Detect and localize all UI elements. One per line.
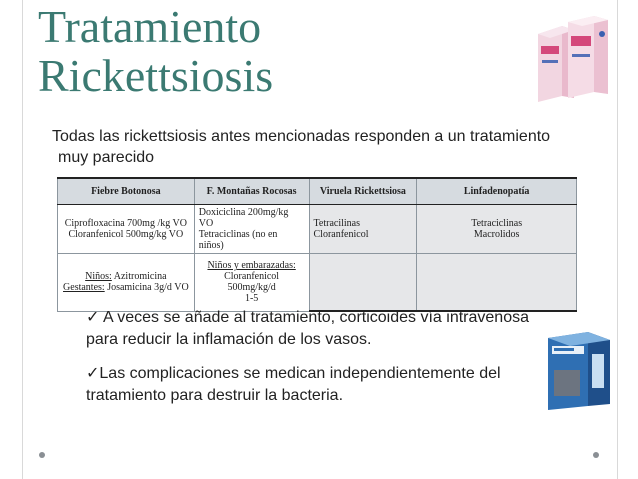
table-cell <box>194 205 309 254</box>
treatment-table <box>57 177 577 312</box>
cell-line: Tetraciclinas <box>471 218 523 229</box>
table-cell: Tetracilinas Cloranfenicol <box>309 205 417 254</box>
table-cell <box>309 254 417 312</box>
bullet-item: ✓Las complicaciones se medican independientemente del tratamiento para destruir la bacteria. <box>86 365 501 404</box>
header-linfadenopatia: Linfadenopatía <box>417 178 577 205</box>
header-viruela-rickettsiosa: Viruela Rickettsiosa <box>309 178 417 205</box>
cell-line: Cloranfenicol 500mg/kg/d <box>224 271 280 294</box>
table-cell <box>58 205 195 254</box>
intro-line-1: Todas las rickettsiosis antes mencionadas responden a un tratamiento <box>52 128 551 145</box>
cell-line: Cloranfenicol 500mg/kg VO <box>68 229 184 240</box>
table-row <box>58 254 577 312</box>
nav-dot-right <box>593 452 599 458</box>
table-cell <box>417 254 577 312</box>
table-cell <box>417 205 577 254</box>
cell-line: Macrolidos <box>473 229 520 240</box>
title-line-2: Rickettsiosis <box>38 50 274 101</box>
title-line-1: Tratamiento <box>38 1 262 52</box>
slide-title <box>38 2 273 100</box>
medicine-box-pink-image <box>528 14 612 106</box>
header-montanas-rocosas: F. Montañas Rocosas <box>194 178 309 205</box>
cell-label: Niños: <box>85 271 112 283</box>
cell-label: Niños y embarazadas: <box>207 260 296 272</box>
cell-line: Doxiciclina 200mg/kg VO <box>198 207 289 229</box>
table-cell <box>58 254 195 312</box>
intro-text <box>52 126 612 168</box>
bullet-list <box>86 307 536 419</box>
medicine-box-blue-image <box>544 330 614 412</box>
cell-line: Tetraciclinas (no en niños) <box>198 229 278 251</box>
cell-label: Gestantes: <box>63 282 105 294</box>
table-header-row <box>58 178 577 205</box>
header-fiebre-botonosa: Fiebre Botonosa <box>58 178 195 205</box>
cell-value: Azitromicina <box>111 271 167 283</box>
cell-line: Ciprofloxacina 700mg /kg VO <box>64 218 188 229</box>
cell-value: Josamicina 3g/d VO <box>104 282 189 294</box>
cell-line <box>62 271 190 282</box>
cell-line: 1-5 <box>244 293 259 305</box>
nav-dot-left <box>39 452 45 458</box>
intro-line-2: muy parecido <box>58 149 155 166</box>
bullet-item: ✓ A veces se añade al tratamiento, corticoides vía intravenosa para reducir la inflamación de los vasos. <box>86 309 529 348</box>
table-row <box>58 205 577 254</box>
cell-line <box>62 282 190 293</box>
table-cell <box>194 254 309 312</box>
